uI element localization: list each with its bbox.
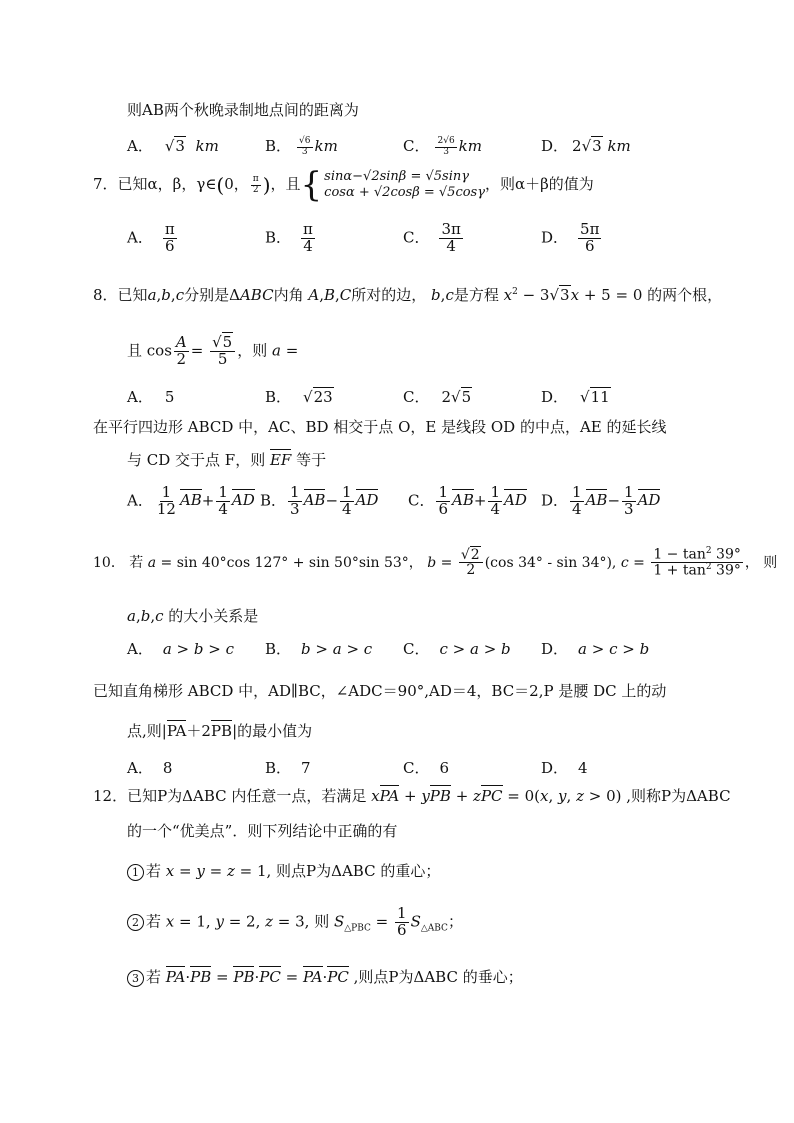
q7-stem: 7．已知α，β，γ∈(0， $\frac{\pi}{2}$ )，且{ sinα−√2sinβ = √5sinγ cosα + √2cosβ = √5cosγ ，则α＋β的值为 — [93, 165, 594, 205]
q9-stem-line1: 在平行四边形 ABCD 中，AC、BD 相交于点 O，E 是线段 OD 的中点，AE 的延长线 — [93, 418, 667, 436]
q12-item-3: 3 若 PA·PB = PB·PC = PA·PC ,则点P为ΔABC 的垂心； — [127, 968, 523, 987]
q7-eq2: cosα + √2cosβ = √5cosγ — [324, 185, 485, 200]
q7-options — [127, 220, 734, 255]
q8-option-c: C． 2√5 — [403, 388, 472, 406]
q8-stem-line2: 且 cos $\frac{A}{2}$ = $\frac{√5}{5}$ ，则 a = — [127, 333, 299, 368]
q12-item-1: 1 若 x = y = z = 1, 则点P为ΔABC 的重心； — [127, 862, 440, 881]
q8-option-a: A． 5 — [127, 388, 175, 406]
q12-stem-line1: 12．已知P为ΔABC 内任意一点，若满足 xPA + yPB + zPC = 0(x, y, z > 0) ,则称P为ΔABC — [93, 787, 731, 805]
q7-eq1: sinα−√2sinβ = √5sinγ — [324, 168, 469, 184]
q10-stem-line2: a,b,c 的大小关系是 — [127, 607, 259, 625]
q7-pre: 已知α，β，γ∈ — [117, 175, 217, 193]
q6-options — [127, 137, 734, 167]
q12-stem-line2: 的一个“优美点”．则下列结论中正确的有 — [127, 822, 398, 840]
q7-system — [324, 169, 485, 202]
q7-number: 7． — [93, 175, 118, 193]
q11-option-a: A． 8 — [127, 759, 173, 777]
q10-option-c: C． c > a > b — [403, 640, 511, 658]
q9-option-b: B． $\frac{1}{3}$ AB− $\frac{1}{4}$ AD — [260, 483, 379, 518]
q7-option-c: C． $\frac{3\pi}{4}$ — [403, 220, 461, 255]
q7-option-a: A． $\frac{\pi}{6}$ — [127, 220, 175, 255]
q9-option-c: C． $\frac{1}{6}$ AB+ $\frac{1}{4}$ AD — [408, 483, 527, 518]
q11-stem-line2: 点,则|PA＋2PB|的最小值为 — [127, 722, 313, 740]
q10-option-d: D． a > c > b — [541, 640, 650, 658]
q9-options — [127, 483, 734, 518]
q7-post: ，则α＋β的值为 — [485, 175, 594, 193]
q8-stem-line1: 8．已知a,b,c分别是ΔABC内角 A,B,C所对的边， b,c是方程 $x^2 - 3√3x + 5 = 0$ 的两个根， — [93, 286, 723, 304]
q10-option-a: A． a > b > c — [127, 640, 234, 658]
q6-option-c: C． $\frac{2√6}{3}$ km — [403, 136, 482, 157]
q9-option-d: D． $\frac{1}{4}$ AB− $\frac{1}{3}$ AD — [541, 483, 661, 518]
q11-option-c: C． 6 — [403, 759, 450, 777]
q11-stem-line1: 已知直角梯形 ABCD 中，AD∥BC，∠ADC＝90°,AD＝4，BC＝2,P 是腰 DC 上的动 — [93, 682, 667, 700]
q6-option-b: B． $\frac{√6}{3}$ km — [265, 136, 338, 157]
q8-options — [127, 388, 734, 418]
q9-option-a: A． $\frac{1}{12}$ AB+ $\frac{1}{4}$ AD — [127, 483, 255, 518]
q8-option-d: D． √11 — [541, 388, 610, 406]
q6-option-a: A． √3 km — [127, 137, 219, 155]
q10-options — [127, 640, 734, 670]
q11-option-b: B． 7 — [265, 759, 311, 777]
q9-stem-line2: 与 CD 交于点 F，则 EF 等于 — [127, 451, 327, 469]
q11-option-d: D． 4 — [541, 759, 588, 777]
q8-option-b: B． √23 — [265, 388, 333, 406]
q7-option-b: B． $\frac{\pi}{4}$ — [265, 220, 313, 255]
q7-mid: ，且 — [270, 175, 301, 193]
q6-option-d: D． 2√3 km — [541, 137, 631, 155]
q6-stem: 则AB两个秋晚录制地点间的距离为 — [127, 101, 359, 119]
q7-option-d: D． $\frac{5\pi}{6}$ — [541, 220, 600, 255]
q12-item-2: 2 若 x = 1, y = 2, z = 3, 则 $S_{\triangle PBC}$ = $\frac{1}{6}$ $S_{\triangle ABC}$； — [127, 906, 463, 939]
q10-option-b: B． b > a > c — [265, 640, 373, 658]
q10-stem-line1: 10． 若 a = sin 40°cos 127° + sin 50°sin 53°， b = $\frac{√2}{2}$ (cos 34° - sin 34°), c = $\frac{1 - \tan^2 39^\circ}{1 + \tan^2 39^\circ}$ ， 则 — [93, 546, 778, 579]
